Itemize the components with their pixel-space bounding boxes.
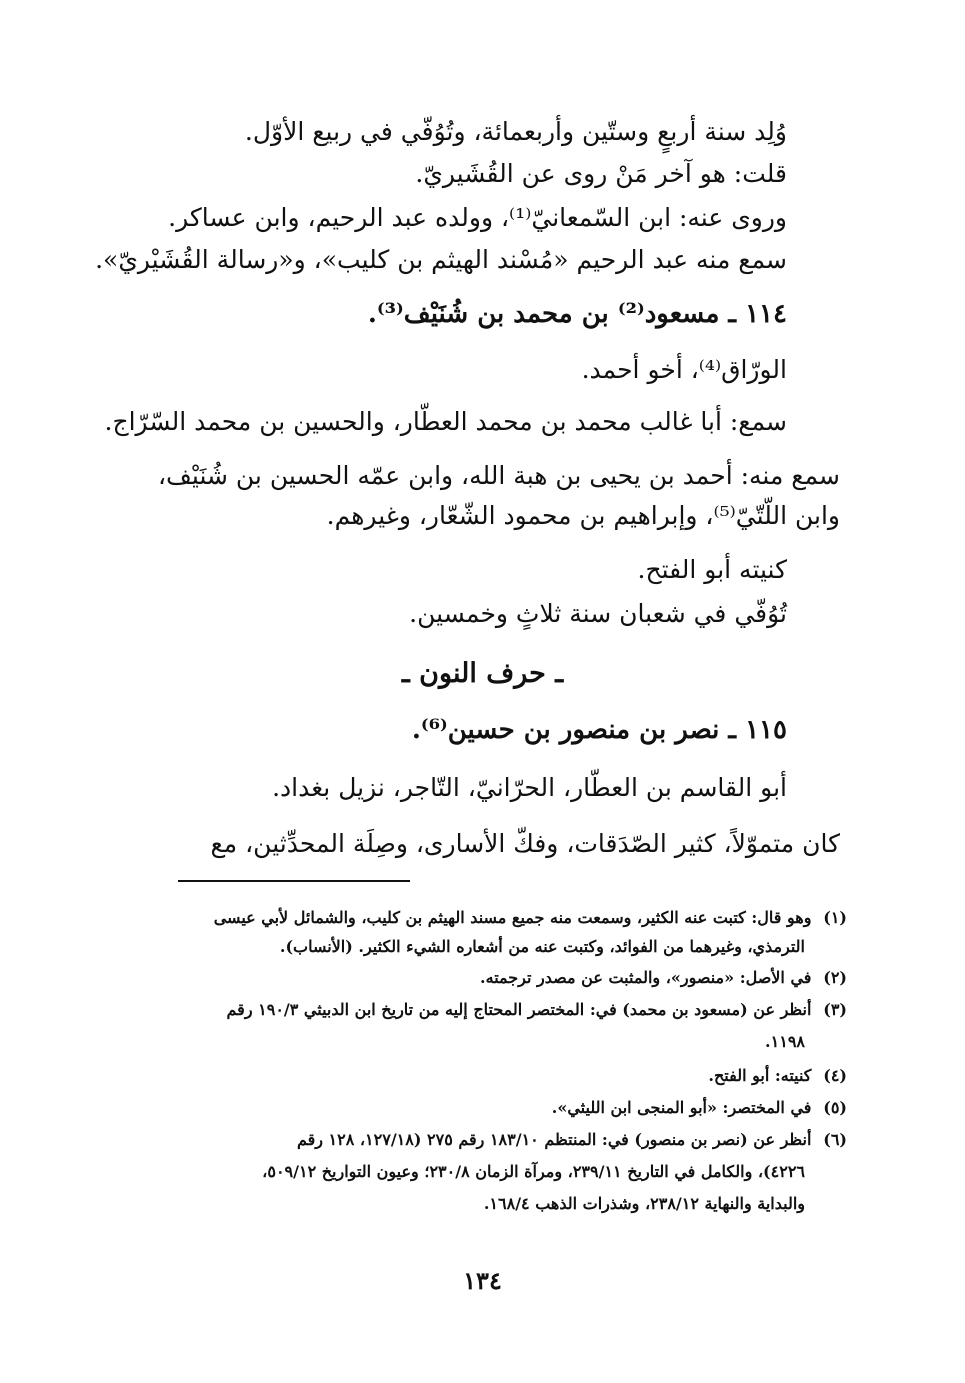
footnote-1-cont: الترمذي، وغيرهما من الفوائد، وكتبت عنه من أشعاره الشيء الكثير. (الأنساب). <box>279 937 805 956</box>
body-line: كان متموّلاً، كثير الصّدَقات، وفكّ الأسارى، وصِلَة المحدِّثين، مع <box>210 829 840 858</box>
footnote-number: (٦) <box>823 1130 847 1149</box>
footnote-6-cont: ٤٢٢٦)، والكامل في التاريخ ٢٣٩/١١، ومرآة الزمان ٢٣٠/٨؛ وعيون التواريخ ٥٠٩/١٢، <box>262 1162 805 1181</box>
body-line: كنيته أبو الفتح. <box>637 555 787 584</box>
footnote-number: (٢) <box>823 968 847 987</box>
footnote-text: وهو قال: كتبت عنه الكثير، وسمعت منه جميع مسند الهيثم بن كليب، والشمائل لأبي عيسى <box>213 908 812 927</box>
footnote-5 <box>552 1094 847 1121</box>
body-line: سمع: أبا غالب محمد بن محمد العطّار، والحسين بن محمد السّرّاج. <box>104 407 787 436</box>
body-line: الورّاق⁽⁴⁾، أخو أحمد. <box>581 355 787 384</box>
entry-heading-115: ١١٥ ـ نصر بن منصور بن حسين⁽⁶⁾. <box>411 715 787 745</box>
footnote-3-cont: ١١٩٨. <box>765 1032 805 1051</box>
footnote-4 <box>708 1062 847 1089</box>
footnote-text: أنظر عن (نصر بن منصور) في: المنتظم ١٨٣/١٠ رقم ٢٧٥ (١٢٧/١٨، ١٢٨ رقم <box>296 1130 812 1149</box>
footnote-number: (١) <box>823 908 847 927</box>
body-line: وُلِد سنة أربعٍ وستّين وأربعمائة، وتُوُفّي في ربيع الأوّل. <box>244 117 787 146</box>
footnote-6 <box>297 1126 847 1153</box>
body-line: سمع منه عبد الرحيم «مُسْند الهيثم بن كليب»، و«رسالة القُشَيْريّ». <box>95 245 787 274</box>
footnote-6-cont: والبداية والنهاية ٢٣٨/١٢، وشذرات الذهب ١٦٨/٤. <box>483 1194 805 1213</box>
section-heading: ـ حرف النون ـ <box>401 658 564 689</box>
body-line: تُوُفّي في شعبان سنة ثلاثٍ وخمسين. <box>409 599 787 628</box>
body-line: وابن اللّتّيّ⁽⁵⁾، وإبراهيم بن محمود الشّعّار، وغيرهم. <box>326 501 840 530</box>
entry-heading-114: ١١٤ ـ مسعود⁽²⁾ بن محمد بن شُنَيْف⁽³⁾. <box>367 299 787 329</box>
page-number: ١٣٤ <box>463 1266 502 1295</box>
footnote-text: في الأصل: «منصور»، والمثبت عن مصدر ترجمته. <box>480 968 812 987</box>
body-line: قلت: هو آخر مَنْ روى عن القُشَيريّ. <box>415 159 787 188</box>
body-line: أبو القاسم بن العطّار، الحرّانيّ، التّاجر، نزيل بغداد. <box>272 773 787 802</box>
footnote-2 <box>480 964 847 991</box>
footnote-text: في المختصر: «أبو المنجى ابن الليثي». <box>551 1098 812 1117</box>
footnote-text: كنيته: أبو الفتح. <box>708 1066 812 1085</box>
footnote-3 <box>227 996 847 1023</box>
footnote-number: (٣) <box>823 1000 847 1019</box>
footnote-number: (٤) <box>823 1066 847 1085</box>
footnote-number: (٥) <box>823 1098 847 1117</box>
body-line: سمع منه: أحمد بن يحيى بن هبة الله، وابن عمّه الحسين بن شُنَيْف، <box>157 461 840 490</box>
footnote-text: أنظر عن (مسعود بن محمد) في: المختصر المحتاج إليه من تاريخ ابن الدبيثي ١٩٠/٣ رقم <box>226 1000 812 1019</box>
footnote-separator <box>178 880 410 882</box>
body-line: وروى عنه: ابن السّمعانيّ⁽¹⁾، وولده عبد الرحيم، وابن عساكر. <box>168 203 787 232</box>
footnote-1 <box>214 904 847 931</box>
